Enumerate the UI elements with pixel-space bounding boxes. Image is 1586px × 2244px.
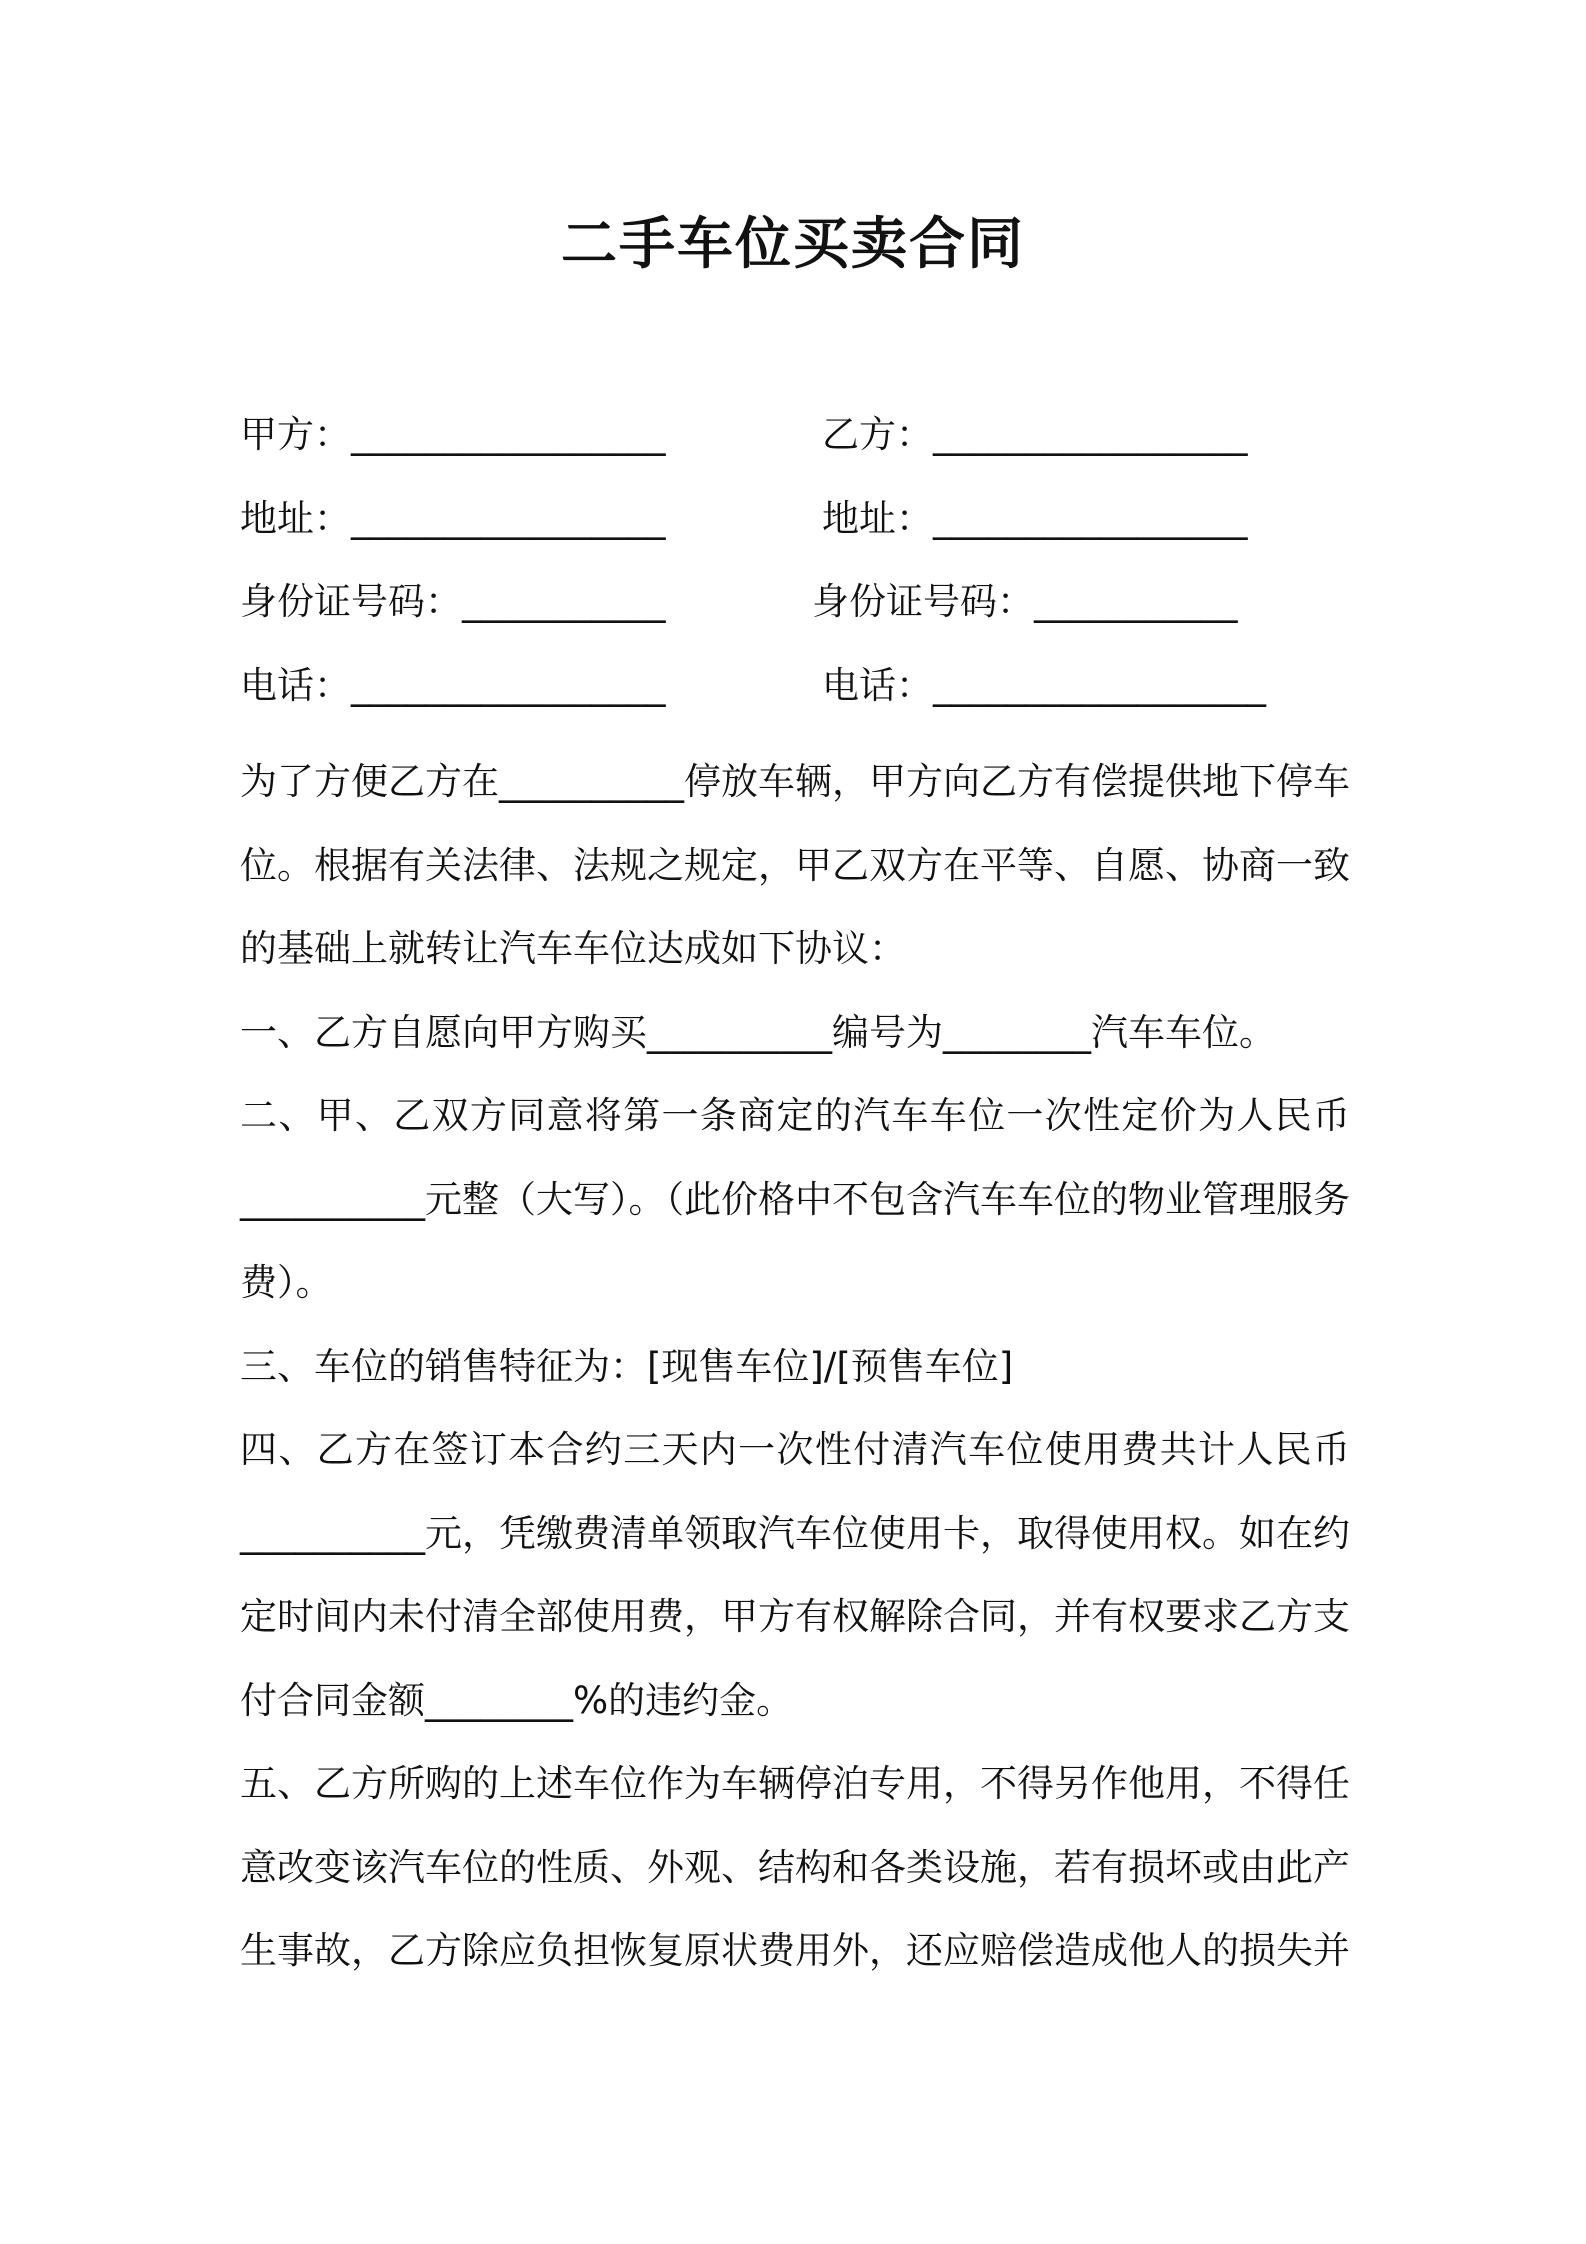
party-b-address: 地址：_________________ bbox=[822, 497, 1248, 540]
clause-2: 二、甲、乙双方同意将第一条商定的汽车车位一次性定价为人民币__________元整（大写）。（此价格中不包含汽车车位的物业管理服务费）。 bbox=[240, 1094, 1350, 1304]
party-row-address bbox=[0, 489, 1586, 549]
party-a-phone: 电话：_________________ bbox=[240, 664, 666, 707]
party-row-id-number bbox=[0, 572, 1586, 632]
party-a-id-number: 身份证号码：___________ bbox=[240, 580, 666, 623]
party-a-name: 甲方：_________________ bbox=[240, 413, 666, 456]
clause-5: 五、乙方所购的上述车位作为车辆停泊专用，不得另作他用，不得任意改变该汽车位的性质、外观、结构和各类设施，若有损坏或由此产生事故，乙方除应负担恢复原状费用外，还应赔偿造成他人的损失并 bbox=[240, 1762, 1350, 1972]
document-title: 二手车位买卖合同 bbox=[561, 212, 1025, 277]
party-row-name bbox=[0, 405, 1586, 465]
party-b-name: 乙方：_________________ bbox=[822, 413, 1248, 456]
clause-4: 四、乙方在签订本合约三天内一次性付清汽车位使用费共计人民币__________元，凭缴费清单领取汽车位使用卡，取得使用权。如在约定时间内未付清全部使用费，甲方有权解除合同，并有权要求乙方支付合同金额________%的违约金。 bbox=[240, 1428, 1350, 1722]
clause-3: 三、车位的销售特征为：[现售车位]/[预售车位] bbox=[240, 1344, 1014, 1388]
party-b-phone: 电话：__________________ bbox=[822, 664, 1266, 707]
party-row-phone bbox=[0, 656, 1586, 716]
party-b-id-number: 身份证号码：___________ bbox=[812, 580, 1238, 623]
clause-1: 一、乙方自愿向甲方购买__________编号为________汽车车位。 bbox=[240, 1010, 1276, 1054]
preamble-paragraph: 为了方便乙方在__________停放车辆，甲方向乙方有偿提供地下停车位。根据有关法律、法规之规定，甲乙双方在平等、自愿、协商一致的基础上就转让汽车车位达成如下协议： bbox=[240, 760, 1350, 970]
party-a-address: 地址：_________________ bbox=[240, 497, 666, 540]
contract-body bbox=[240, 740, 1350, 1993]
